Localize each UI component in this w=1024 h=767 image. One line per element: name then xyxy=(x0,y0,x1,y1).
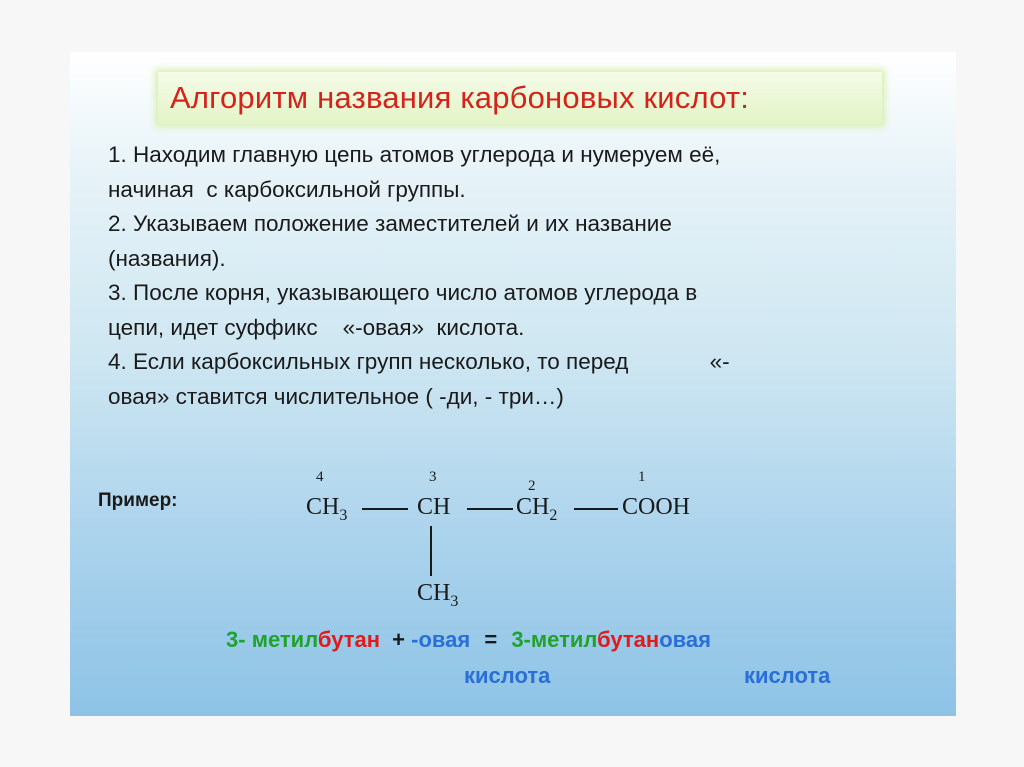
substituent-position: 3- xyxy=(226,627,246,652)
substituent-name: метил xyxy=(251,627,318,652)
carbon-number-4: 4 xyxy=(316,469,324,485)
bond-c4-c3 xyxy=(362,508,408,510)
acid-suffix: -овая xyxy=(411,627,471,652)
carbon-number-3: 3 xyxy=(429,469,437,485)
step-line: 3. После корня, указывающего число атомов углерода в xyxy=(108,280,698,305)
carbon-number-2: 2 xyxy=(528,478,536,494)
acid-word-left: кислота xyxy=(464,663,551,688)
algorithm-steps xyxy=(108,138,938,414)
bond-c3-c2 xyxy=(467,508,513,510)
step-line: 4. Если карбоксильных групп несколько, то перед «- xyxy=(108,349,730,374)
bond-c2-c1 xyxy=(574,508,618,510)
step-line: цепи, идет суффикс «-овая» кислота. xyxy=(108,314,525,340)
example-label: Пример: xyxy=(98,490,178,511)
slide xyxy=(70,52,956,716)
equals-sign: = xyxy=(484,627,498,652)
result-root: бутан xyxy=(597,627,660,652)
acid-word-right: кислота xyxy=(744,663,831,688)
step-line: овая» ставится числительное ( -ди, - три…) xyxy=(108,383,564,409)
step-line: 2. Указываем положение заместителей и их название xyxy=(108,211,672,236)
carbon-number-1: 1 xyxy=(638,469,646,485)
naming-equation xyxy=(226,627,711,653)
parent-chain-name: бутан xyxy=(317,627,381,652)
methyl-branch: $CH_3$ xyxy=(417,580,459,610)
methyl-group-c4: $CH_3$ xyxy=(306,494,348,524)
result-prefix: 3-метил xyxy=(511,627,598,652)
step-line: 1. Находим главную цепь атомов углерода и нумеруем её, xyxy=(108,142,721,167)
result-suffix: овая xyxy=(659,627,711,652)
slide-title: Алгоритм названия карбоновых кислот: xyxy=(170,80,750,115)
title-highlight xyxy=(158,72,882,124)
plus-sign: + xyxy=(392,627,405,652)
carboxyl-group-c1: COOH xyxy=(622,494,691,520)
step-line: (названия). xyxy=(108,245,226,271)
ch-group-c3: CH xyxy=(417,494,451,520)
step-line: начиная с карбоксильной группы. xyxy=(108,176,466,202)
ch2-group-c2: $CH_2$ xyxy=(516,494,558,524)
bond-c3-branch xyxy=(430,526,432,576)
